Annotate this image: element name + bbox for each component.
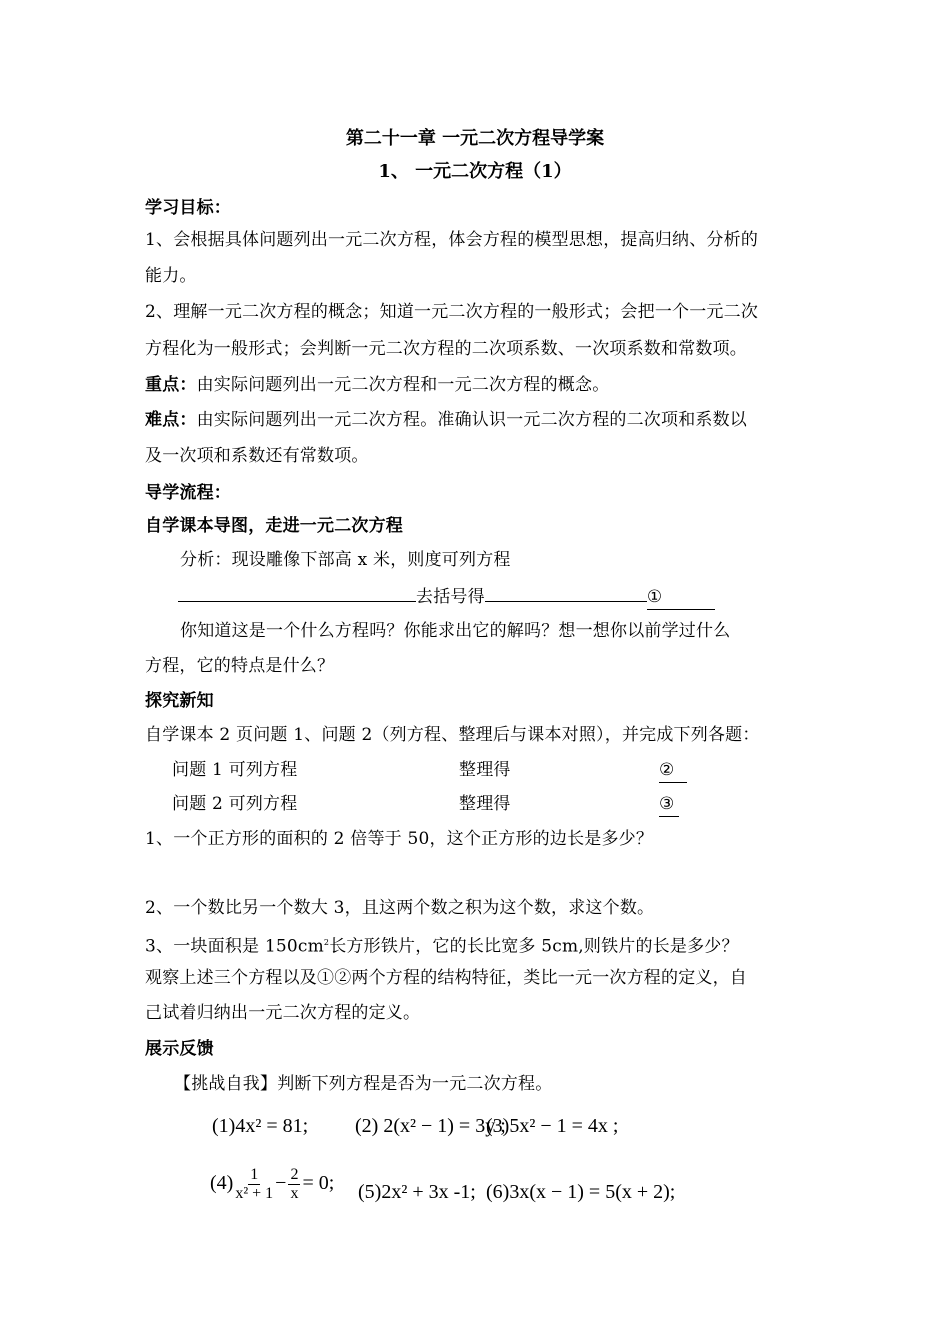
key-points-label: 重点： (145, 375, 197, 395)
observe-line-1: 观察上述三个方程以及①②两个方程的结构特征，类比一元一次方程的定义，自 (145, 968, 747, 988)
equation-blank-1[interactable] (178, 583, 416, 602)
difficulties-label: 难点： (145, 410, 197, 430)
analysis-text: 分析：现设雕像下部高 x 米，则度可列方程 (180, 550, 511, 570)
objective-1-line-2: 能力。 (145, 266, 197, 286)
equation-1: (1)4x² = 81; (212, 1115, 309, 1137)
fraction-2-denominator: x (290, 1185, 299, 1202)
circle-mark-3: ③ (659, 792, 679, 817)
fraction-2-numerator: 2 (290, 1166, 299, 1183)
question-line-2: 方程，它的特点是什么？ (145, 656, 335, 676)
fraction-1 (235, 1166, 273, 1203)
problem-2-label: 问题 2 可列方程 (172, 794, 298, 814)
practice-2: 2、一个数比另一个数大 3，且这两个数之积为这个数，求这个数。 (145, 898, 655, 918)
problem-2-tidy: 整理得 (459, 794, 511, 814)
key-points-text: 由实际问题列出一元二次方程和一元二次方程的概念。 (196, 375, 610, 395)
fraction-2 (288, 1166, 300, 1203)
feedback-heading: 展示反馈 (145, 1039, 214, 1059)
expand-label: 去括号得 (416, 587, 485, 607)
practice-3-part-b: 长方形铁片，它的长比宽多 5cm,则铁片的长是多少？ (329, 936, 739, 957)
practice-1: 1、一个正方形的面积的 2 倍等于 50，这个正方形的边长是多少？ (145, 829, 654, 849)
question-line-1: 你知道这是一个什么方程吗？你能求出它的解吗？想一想你以前学过什么 (180, 621, 731, 641)
self-study-heading: 自学课本导图，走进一元二次方程 (145, 516, 403, 536)
objective-1-line-1: 1、会根据具体问题列出一元二次方程，体会方程的模型思想，提高归纳、分析的 (145, 230, 759, 250)
explore-intro: 自学课本 2 页问题 1、问题 2（列方程、整理后与课本对照），并完成下列各题： (145, 725, 760, 745)
problem-1-tidy: 整理得 (459, 760, 511, 780)
fraction-1-denominator: x² + 1 (235, 1185, 274, 1202)
objectives-heading: 学习目标： (145, 198, 231, 218)
difficulties-line-1 (145, 408, 747, 432)
challenge-text: 【挑战自我】判断下列方程是否为一元二次方程。 (174, 1074, 553, 1094)
equation-blank-2[interactable] (485, 583, 647, 602)
document-title: 第二十一章 一元二次方程导学案 (345, 128, 605, 149)
objective-2-line-1: 2、理解一元二次方程的概念；知道一元二次方程的一般形式；会把一个一元二次 (145, 302, 759, 322)
difficulties-text-1: 由实际问题列出一元二次方程。准确认识一元二次方程的二次项和系数以 (196, 410, 748, 430)
section-title: 1、 一元二次方程（1） (378, 161, 572, 182)
equation-2: (2) 2(x² − 1) = 3y ; (355, 1115, 506, 1137)
circle-mark-1: ① (647, 585, 715, 610)
fraction-1-numerator: 1 (250, 1166, 259, 1183)
explore-heading: 探究新知 (145, 691, 214, 711)
practice-3 (145, 931, 739, 959)
equation-4: (4) $\frac{1}{\text{x² + 1}}$ − $\frac{2}{x}$ = 0; (210, 1166, 335, 1202)
flow-heading: 导学流程： (145, 483, 231, 503)
equation-4-suffix: = 0; (302, 1172, 335, 1195)
analysis-blanks (178, 583, 715, 610)
practice-3-part-a: 3、一块面积是 150cm (145, 936, 324, 957)
difficulties-line-2: 及一次项和系数还有常数项。 (145, 446, 369, 466)
practice-3-sup: 2 (323, 938, 330, 947)
equation-6: (6)3x(x − 1) = 5(x + 2); (486, 1181, 676, 1203)
equation-4-prefix: (4) (210, 1172, 234, 1195)
observe-line-2: 己试着归纳出一元二次方程的定义。 (145, 1003, 421, 1023)
circle-mark-2: ② (659, 758, 687, 783)
equation-3: (3)5x² − 1 = 4x ; (486, 1115, 619, 1137)
equation-5: (5)2x² + 3x -1; (358, 1181, 476, 1203)
problem-1-label: 问题 1 可列方程 (172, 760, 298, 780)
objective-2-line-2: 方程化为一般形式；会判断一元二次方程的二次项系数、一次项系数和常数项。 (145, 339, 747, 359)
key-points (145, 373, 609, 397)
